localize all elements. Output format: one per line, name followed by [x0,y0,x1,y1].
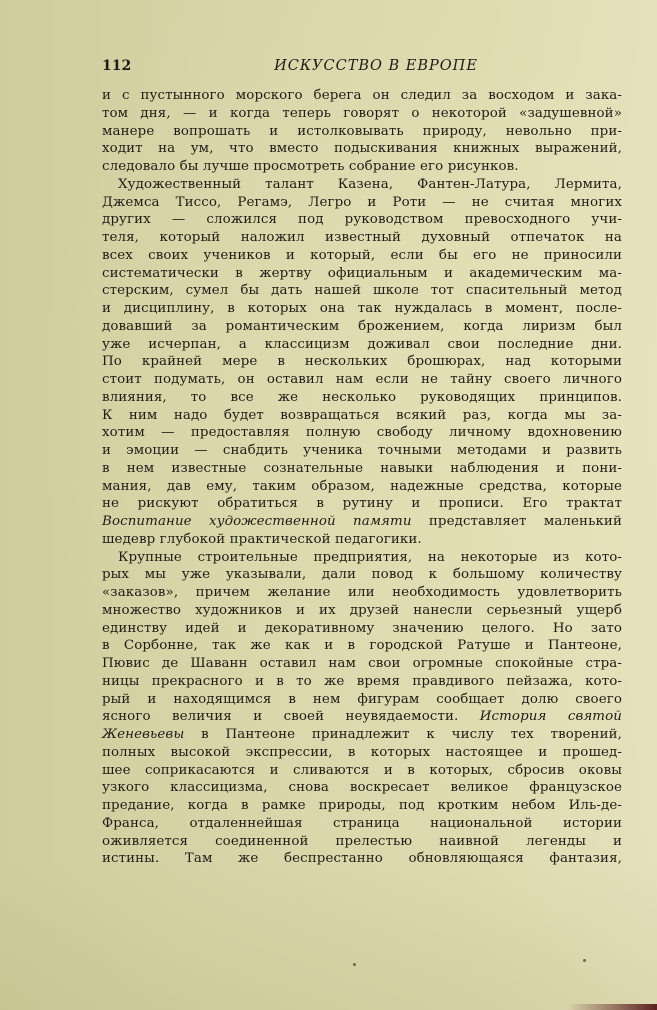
text-line [102,140,622,158]
line-text: теля, который наложил известный духовный отпечаток на [102,230,622,245]
text-line [102,442,622,460]
line-text: уже исчерпан, а классицизм доживал свои последние дни. [102,336,622,352]
text-line [102,513,622,531]
line-text: узкого классицизма, снова воскресает великое французское [102,780,622,796]
line-text: и с пустынного морского берега он следил за восходом и зака- [102,88,622,103]
text-line [102,371,622,389]
line-text: мания, дав ему, таким образом, надежные средства, которые [102,478,622,494]
line-text: хотим — предоставляя полную свободу личному вдохновению [102,425,622,441]
line-text: предание, когда в рамке природы, под кротким небом Иль-де- [102,798,622,813]
line-text: шедевр глубокой практической педагогики. [102,531,422,547]
text-line [102,762,622,780]
text-line [102,478,622,496]
text-line [102,353,622,371]
line-text: рых мы уже указывали, дали повод к большому количеству [102,567,622,583]
line-text: ницы прекрасного и в то же время правдивого пейзажа, кото- [102,673,622,689]
text-line [102,602,622,620]
text-line [102,815,622,833]
text-line [102,460,622,478]
text-line [102,708,622,726]
text-line [102,744,622,762]
line-text: шее соприкасаются и сливаются и в которых, сбросив оковы [102,762,622,778]
text-line [102,407,622,425]
text-line [102,584,622,602]
text-line [102,105,622,123]
text-line [102,158,622,176]
text-line [102,282,622,300]
line-text: и дисциплину, в которых она так нуждалась в момент, после- [102,301,622,316]
text-line [102,833,622,851]
italic-title: Воспитание художественной памяти [102,514,412,529]
text-line [102,336,622,354]
line-text: Пювис де Шаванн оставил нам свои огромные спокойные стра- [102,656,622,671]
running-head [102,58,620,80]
running-title: ИСКУССТВО В ЕВРОПЕ [274,58,478,74]
text-line [102,229,622,247]
text-line [102,247,622,265]
line-text: По крайней мере в нескольких брошюрах, над которыми [102,354,622,370]
text-line [102,424,622,442]
line-text: ясного величия и своей неувядаемости. [102,709,480,725]
line-text: истины. Там же беспрестанно обновляющаяся фантазия, [102,851,622,867]
text-line [102,779,622,797]
text-line [102,549,622,567]
line-text: К ним надо будет возвращаться всякий раз, когда мы за- [102,407,622,423]
line-text: том дня, — и когда теперь говорят о некоторой «задушевной» [102,105,622,121]
text-line [102,123,622,141]
line-text: ходит на ум, что вместо подыскивания книжных выражений, [102,141,622,157]
text-line [102,495,622,513]
line-text: не рискуют обратиться в рутину и прописи. Его трактат [102,496,622,512]
text-line [102,566,622,584]
text-line [102,318,622,336]
line-text: «заказов», причем желание или необходимость удовлетворить [102,585,622,600]
text-line [102,265,622,283]
text-line [102,691,622,709]
line-text: множество художников и их друзей нанесли серьезный ущерб [102,602,622,618]
page-number: 112 [102,58,132,74]
line-text: рый и находящимся в нем фигурам сообщает долю своего [102,691,622,707]
italic-title: Женевьевы [102,727,185,742]
line-text: Джемса Тиссо, Регамэ, Легро и Роти — не считая многих [102,194,622,210]
text-line [102,194,622,212]
text-line [102,637,622,655]
text-line [102,87,622,105]
line-text: всех своих учеников и который, если бы его не приносили [102,247,622,263]
paper-speck [353,963,356,966]
text-line [102,655,622,673]
line-text: стоит подумать, он оставил нам если не тайну своего личного [102,372,622,387]
line-text: систематически в жертву официальным и академическим ма- [102,265,622,281]
line-text: в нем известные сознательные навыки наблюдения и пони- [102,460,622,476]
line-text: в Пантеоне принадлежит к числу тех творений, [184,727,622,742]
text-line [102,797,622,815]
line-text: других — сложился под руководством превосходного учи- [102,212,622,228]
text-line [102,389,622,407]
line-text: полных высокой экспрессии, в которых настоящее и прошед- [102,744,622,760]
italic-title: История святой [479,709,622,725]
body-text [102,87,622,868]
page-edge-shadow [567,1004,657,1010]
text-line [102,531,622,549]
text-line [102,211,622,229]
line-text: единству идей и декоративному значению целого. Но зато [102,620,622,636]
text-line [102,300,622,318]
line-text: и эмоции — снабдить ученика точными методами и развить [102,443,622,458]
line-text: в Сорбонне, так же как и в городской Ратуше и Пантеоне, [102,638,622,654]
line-text: следовало бы лучше просмотреть собрание его рисунков. [102,159,519,174]
line-text: стерским, сумел бы дать нашей школе тот спасительный метод [102,283,622,299]
text-line [102,726,622,744]
line-text: манере вопрошать и истолковывать природу, невольно при- [102,123,622,139]
line-text: Художественный талант Казена, Фантен-Латура, Лермита, [118,176,622,192]
text-line [102,673,622,691]
line-text: Крупные строительные предприятия, на некоторые из кото- [118,549,622,565]
line-text: оживляется соединенной прелестью наивной легенды и [102,833,622,849]
paper-speck [583,959,586,962]
text-line [102,620,622,638]
line-text: представляет маленький [411,514,622,529]
line-text: довавший за романтическим брожением, когда лиризм был [102,318,622,334]
line-text: влияния, то все же несколько руководящих принципов. [102,389,622,405]
line-text: Франса, отдаленнейшая страница национальной истории [102,815,622,831]
text-line [102,850,622,868]
text-line [102,176,622,194]
